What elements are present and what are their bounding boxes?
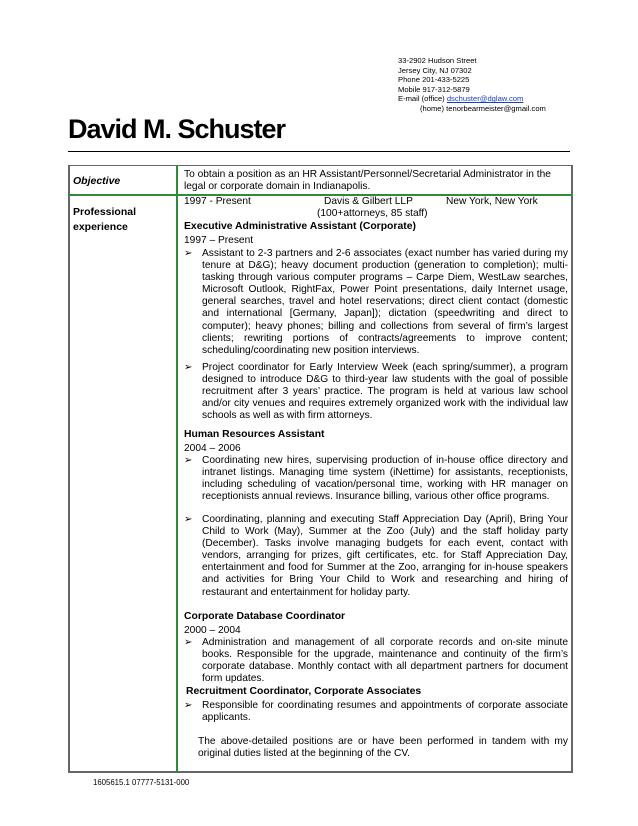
bullet-text: Responsible for coordinating resumes and appointments of corporate associate applicants.: [202, 700, 568, 724]
job-dates: 2000 – 2004: [184, 625, 241, 636]
column-divider: [176, 165, 178, 773]
firm-name: Davis & Gilbert LLP: [324, 196, 413, 207]
contact-block: [398, 56, 546, 114]
job-title: Executive Administrative Assistant (Corporate): [184, 221, 416, 232]
job-dates: 1997 – Present: [184, 235, 254, 246]
bullet-arrow-icon: ➢: [184, 455, 193, 466]
bullet-text: Coordinating, planning and executing Staff Appreciation Day (April), Bring Your Child to Work (May), Summer at the Zoo (July) and the staff holiday party (December). Tasks involve managing budgets for each event, contact with vendors, arranging for prizes, gift certificates, etc. for Staff Appreciation Day, entertainment and food for Summer at the Zoo, arranging for in-house speakers and activities for Bring Your Child to Work and researching and hiring of restaurant and entertainment for holiday party.: [202, 514, 568, 598]
firm-dates: 1997 - Present: [184, 196, 251, 207]
bullet-text: Administration and management of all corporate records and on-site minute books. Responsible for the upgrade, maintenance and continuity of the firm’s corporate database. Monthly contact with all department partners for document form updates.: [202, 637, 568, 685]
address-line-1: 33-2902 Hudson Street: [398, 56, 477, 65]
bullet-arrow-icon: ➢: [184, 514, 193, 525]
bullet-arrow-icon: ➢: [184, 700, 193, 711]
email-home: (home) tenorbearmeister@gmail.com: [420, 103, 546, 113]
objective-text: To obtain a position as an HR Assistant/Personnel/Secretarial Administrator in the legal or corporate domain in Indianapolis.: [184, 169, 551, 193]
bullet-text: Assistant to 2-3 partners and 2-6 associates (exact number has varied during my tenure at D&G); heavy document production (generation to completion); multi-tasking through various computer programs – Carpe Diem, WestLaw searches, Microsoft Outlook, RightFax, Power Point presentations, daily Internet usage, general searches, travel and hotel reservations; direct client contact (domestic and international [Germany, Japan]); dictation (speedwriting and direct to computer); heavy phones; billing and collections from several of firm’s largest clients; rewriting portions of contracts/agreements to improve content; scheduling/coordinating new position interviews.: [202, 248, 568, 356]
job-title: Recruitment Coordinator, Corporate Associates: [186, 686, 422, 697]
job-title: Human Resources Assistant: [184, 429, 325, 440]
bullet-text: Coordinating new hires, supervising production of in-house office directory and intranet listings. Managing time system (iNettime) for assistants, receptionists, including scheduling of vacation/personal time, working with HR manager on receptionists annual reviews. Insurance billing, various other office programs.: [202, 455, 568, 503]
email-office-row: [398, 94, 546, 104]
firm-size: (100+attorneys, 85 staff): [317, 208, 428, 219]
document-id-footer: 1605615.1 07777-5131-000: [93, 778, 190, 787]
phone: Phone 201-433-5225: [398, 75, 470, 85]
mobile: Mobile 917-312-5879: [398, 84, 470, 94]
header-rule: [68, 151, 570, 152]
email-office-label: E-mail (office): [398, 94, 447, 104]
bullet-text: Project coordinator for Early Interview Week (each spring/summer), a program designed to introduce D&G to third-year law students with the goal of possible recruitment after 3 years’ practice. The program is held at various law school and/or city venues and requires extremely organized work with the individual law schools as well as with firm attorneys.: [202, 362, 568, 422]
experience-label: Professional experience: [73, 206, 137, 233]
bullet-arrow-icon: ➢: [184, 637, 193, 648]
job-dates: 2004 – 2006: [184, 443, 241, 454]
firm-location: New York, New York: [446, 196, 538, 207]
candidate-name: David M. Schuster: [68, 114, 286, 144]
bullet-arrow-icon: ➢: [184, 362, 193, 373]
job-title: Corporate Database Coordinator: [184, 611, 346, 622]
email-office-link[interactable]: dschuster@dglaw.com: [446, 94, 524, 104]
firm-header: [184, 196, 568, 220]
closing-note: The above-detailed positions are or have been performed in tandem with my original duties listed at the beginning of the CV.: [198, 736, 568, 760]
address-line-2: Jersey City, NJ 07302: [398, 65, 472, 75]
bullet-arrow-icon: ➢: [184, 248, 193, 259]
objective-label: Objective: [73, 175, 121, 187]
